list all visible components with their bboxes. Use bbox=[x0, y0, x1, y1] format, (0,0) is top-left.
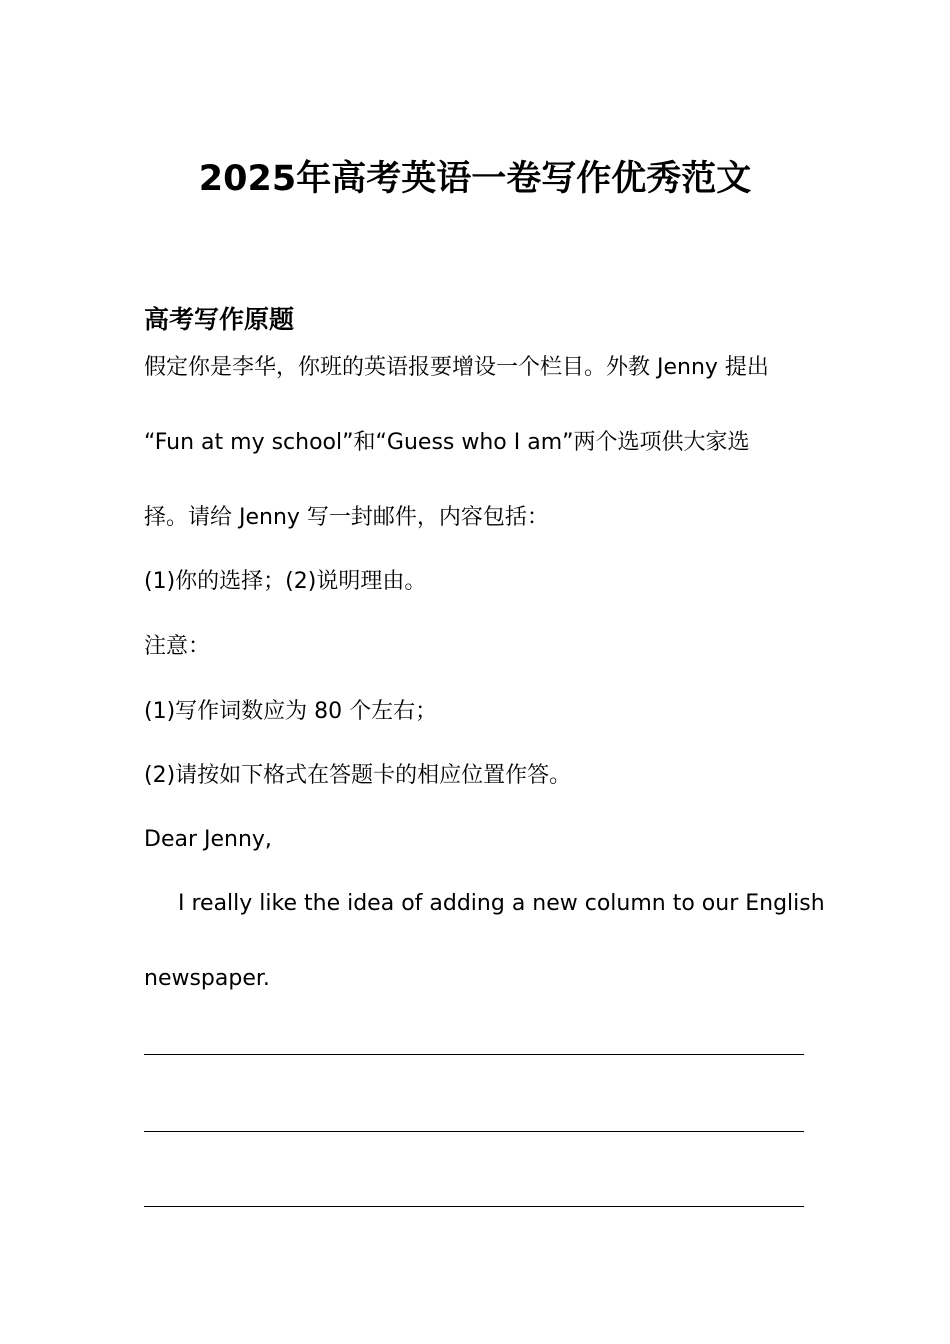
prompt-line-2: “Fun at my school”和“Guess who I am”两个选项供大家选 bbox=[144, 430, 750, 455]
prompt-line-3: 择。请给 Jenny 写一封邮件，内容包括： bbox=[144, 505, 549, 530]
answer-blank-line bbox=[144, 1054, 804, 1055]
notes-label: 注意： bbox=[144, 634, 211, 659]
answer-blank-line bbox=[144, 1131, 804, 1132]
answer-blank-line bbox=[144, 1206, 804, 1207]
letter-opening-line-2: newspaper. bbox=[144, 966, 270, 991]
note-line-2: (2)请按如下格式在答题卡的相应位置作答。 bbox=[144, 763, 572, 788]
letter-salutation: Dear Jenny, bbox=[144, 827, 272, 852]
page-title: 2025年高考英语一卷写作优秀范文 bbox=[198, 159, 752, 199]
prompt-line-1: 假定你是李华，你班的英语报要增设一个栏目。外教 Jenny 提出 bbox=[144, 355, 769, 380]
requirement-line: (1)你的选择；(2)说明理由。 bbox=[144, 569, 427, 594]
section-heading: 高考写作原题 bbox=[144, 305, 295, 334]
letter-opening-line-1: I really like the idea of adding a new column to our English bbox=[178, 891, 825, 916]
note-line-1: (1)写作词数应为 80 个左右； bbox=[144, 699, 438, 724]
